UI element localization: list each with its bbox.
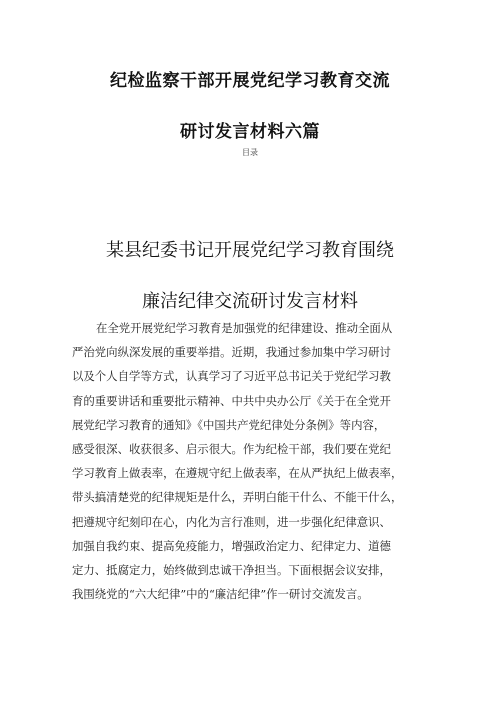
body-line: 加强自我约束、提高免疫能力，增强政治定力、纪律定力、道德 — [72, 538, 391, 553]
body-line: 以及个人自学等方式，认真学习了习近平总书记关于党纪学习教 — [72, 369, 391, 384]
body-line: 感受很深、收获很多、启示很大。作为纪检干部，我们要在党纪 — [72, 442, 391, 457]
body-line: 我围绕党的“六大纪律”中的“廉洁纪律”作一研讨交流发言。 — [72, 587, 369, 602]
body-paragraph — [72, 316, 434, 606]
section-title-line-1: 某县纪委书记开展党纪学习教育围绕 — [106, 240, 394, 261]
body-line: 学习教育上做表率，在遵规守纪上做表率，在从严执纪上做表率， — [72, 466, 403, 481]
document-title-line-2: 研讨发言材料六篇 — [180, 122, 320, 142]
body-line: 育的重要讲话和重要批示精神、中共中央办公厅《关于在全党开 — [72, 393, 391, 408]
body-line: 把遵规守纪刻印在心，内化为言行准则，进一步强化纪律意识、 — [72, 514, 391, 529]
body-line: 在全党开展党纪学习教育是加强党的纪律建设、推动全面从 — [96, 321, 393, 335]
body-line: 严治党向纵深发展的重要举措。近期，我通过参加集中学习研讨 — [72, 345, 391, 360]
body-line: 展党纪学习教育的通知》《中国共产党纪律处分条例》等内容， — [72, 417, 386, 432]
body-line: 带头搞清楚党的纪律规矩是什么，弄明白能干什么、不能干什么， — [72, 490, 403, 505]
table-of-contents-label: 目录 — [242, 148, 258, 157]
document-title-line-1: 纪检监察干部开展党纪学习教育交流 — [110, 71, 390, 91]
section-title-line-2: 廉洁纪律交流研讨发言材料 — [142, 291, 358, 312]
body-line: 定力、抵腐定力，始终做到忠诚干净担当。下面根据会议安排， — [72, 563, 391, 578]
